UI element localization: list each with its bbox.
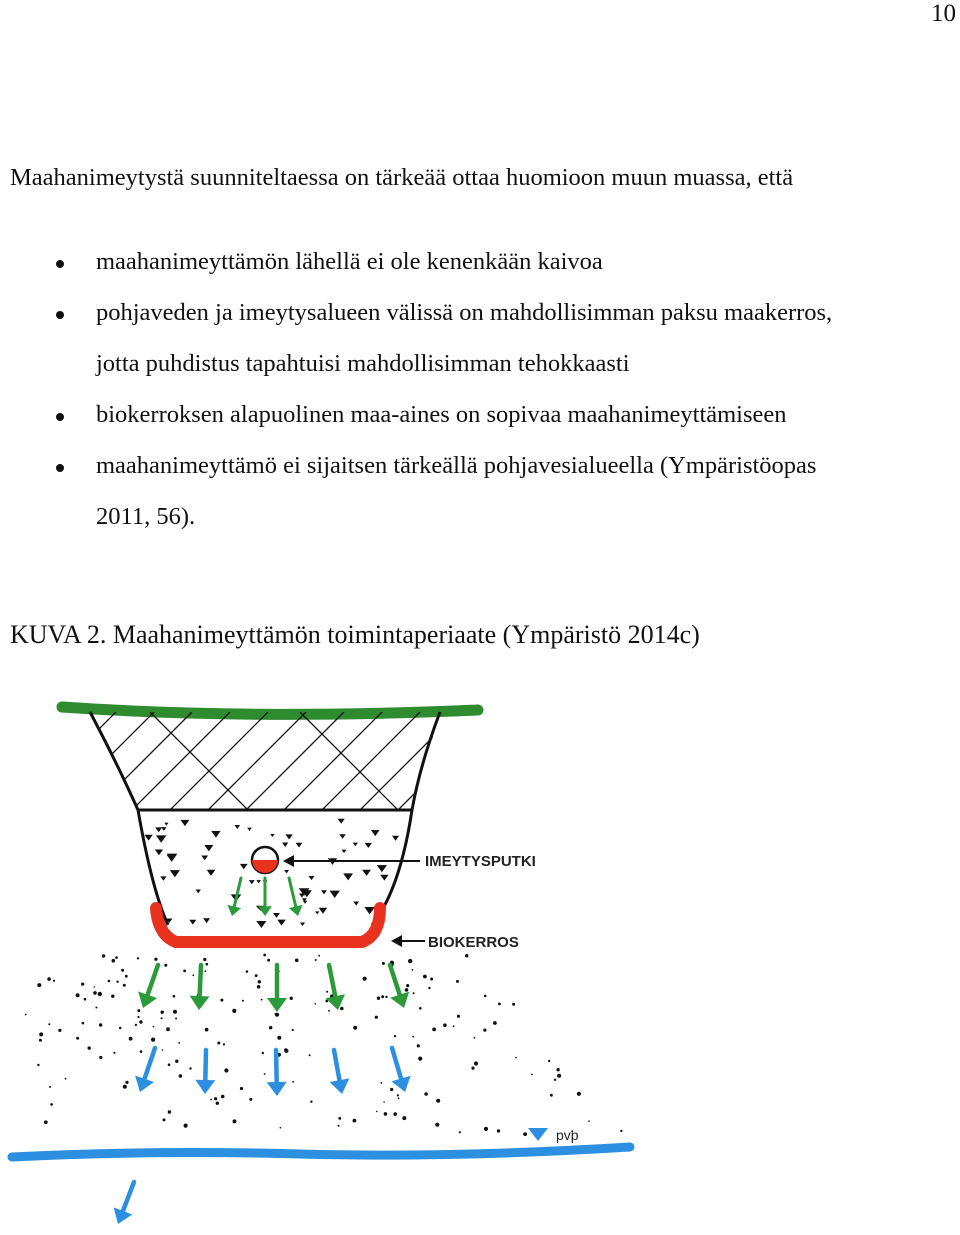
- soil-dot: [82, 1022, 85, 1025]
- soil-dot: [385, 996, 387, 998]
- soil-dot: [137, 1009, 140, 1012]
- soil-dot: [216, 1102, 219, 1105]
- soil-dot: [192, 974, 194, 976]
- hatch-line: [130, 712, 230, 812]
- soil-dot: [390, 1088, 393, 1091]
- gravel-mark: [234, 825, 240, 829]
- soil-dot: [49, 1086, 51, 1088]
- soil-dot: [179, 1074, 183, 1078]
- bullet-line: jotta puhdistus tapahtuisi mahdollisimman tehokkaasti: [96, 350, 630, 377]
- gravel-mark: [353, 843, 358, 847]
- gravel-mark: [377, 865, 387, 872]
- groundwater-level: [12, 1147, 630, 1157]
- soil-dot: [210, 1099, 212, 1101]
- soil-dot: [550, 1094, 553, 1097]
- soil-dot: [140, 1050, 143, 1053]
- soil-dot: [47, 977, 51, 981]
- gravel-mark: [180, 820, 189, 826]
- soil-dot: [139, 1020, 142, 1023]
- gravel-mark: [270, 834, 274, 837]
- soil-dot: [484, 1127, 488, 1131]
- soil-dot: [99, 1023, 102, 1026]
- soil-dot: [267, 959, 270, 962]
- hatch-line: [206, 712, 306, 812]
- soil-dot: [224, 1068, 228, 1072]
- soil-dot: [406, 984, 409, 987]
- pipe-label: IMEYTYSPUTKI: [425, 853, 536, 870]
- water-level-icon: [528, 1128, 548, 1141]
- soil-dot: [154, 958, 157, 961]
- soil-dot: [65, 1078, 67, 1080]
- soil-dot: [548, 1060, 550, 1062]
- soil-dot: [255, 974, 258, 977]
- soil-dot: [263, 954, 266, 957]
- soil-dot: [315, 959, 317, 961]
- flow-arrow-icon: [289, 878, 303, 916]
- soil-dot: [102, 954, 105, 957]
- soil-dot: [353, 1026, 357, 1030]
- soil-dot: [123, 1085, 127, 1089]
- soil-dot: [39, 1032, 43, 1036]
- bullet-item: [0, 236, 960, 287]
- soil-dot: [99, 1056, 102, 1059]
- soil-dot: [315, 1003, 317, 1005]
- gravel-mark: [343, 873, 353, 880]
- gravel-mark: [156, 835, 167, 842]
- soil-dot: [206, 963, 209, 966]
- bullet-icon: [56, 413, 64, 421]
- bullet-line: biokerroksen alapuolinen maa-aines on sopivaa maahanimeyttämiseen: [96, 401, 787, 428]
- soil-dot: [166, 1027, 170, 1031]
- soil-dot: [471, 1067, 474, 1070]
- soil-dot: [125, 975, 128, 978]
- hatch-line: [320, 712, 420, 812]
- soil-dot: [418, 1057, 422, 1061]
- soil-dot: [430, 978, 433, 981]
- soil-dot: [184, 1124, 188, 1128]
- bullet-icon: [56, 464, 64, 472]
- soil-dot: [240, 1087, 243, 1090]
- soil-dot: [217, 1042, 220, 1045]
- soil-dot: [554, 1079, 556, 1081]
- soil-dot: [175, 1060, 178, 1063]
- soil-dot: [168, 1110, 171, 1113]
- soil-dot: [375, 1016, 378, 1019]
- gravel-mark: [167, 855, 177, 862]
- gravel-mark: [240, 864, 248, 869]
- soil-dot: [384, 1112, 388, 1116]
- gravel-mark: [282, 843, 288, 847]
- soil-dot: [173, 995, 176, 998]
- soil-dot: [398, 1097, 400, 1099]
- soil-dot: [423, 975, 427, 979]
- filter-gravel: [144, 819, 399, 928]
- soil-dot: [620, 1130, 622, 1132]
- soil-dot: [113, 1052, 115, 1054]
- hatch-line: [16, 712, 116, 812]
- soil-dot: [116, 981, 118, 983]
- soil-dot: [205, 1028, 209, 1032]
- soil-dot: [443, 1023, 447, 1027]
- gravel-mark: [315, 911, 319, 914]
- biolayer: [156, 908, 380, 942]
- soil-dot: [204, 970, 206, 972]
- soil-dot: [484, 995, 487, 998]
- bullet-line: pohjaveden ja imeytysalueen välissä on mahdollisimman paksu maakerros,: [96, 299, 833, 326]
- soil-dot: [189, 1067, 191, 1069]
- soil-dot: [264, 1073, 266, 1075]
- soil-dot: [178, 1042, 180, 1044]
- gravel-mark: [319, 908, 327, 914]
- gravel-mark: [339, 834, 345, 839]
- hatch-line: [0, 712, 40, 812]
- soil-dot: [214, 1097, 217, 1100]
- gravel-mark: [321, 890, 327, 894]
- soil-dot: [577, 1092, 581, 1096]
- gravel-mark: [155, 849, 163, 855]
- gravel-mark: [256, 880, 261, 883]
- soil-dot: [290, 997, 293, 1000]
- soil-dot: [338, 1125, 340, 1127]
- soil-dot: [98, 992, 102, 996]
- soil-dot: [493, 1021, 497, 1025]
- bullet-item: [0, 287, 960, 389]
- gravel-mark: [362, 870, 371, 876]
- hatch-line: [244, 712, 344, 812]
- gravel-mark: [201, 856, 208, 861]
- gravel-mark: [365, 843, 372, 848]
- gravel-mark: [342, 850, 347, 853]
- soil-dot: [163, 1118, 166, 1121]
- soil-dot: [84, 998, 87, 1001]
- soil-dot: [175, 1018, 177, 1020]
- soil-dot: [397, 1094, 399, 1096]
- bullet-item: [0, 440, 960, 542]
- soil-dot: [112, 959, 116, 963]
- soil-dot: [381, 995, 384, 998]
- soil-dot: [413, 992, 415, 994]
- soil-dot: [76, 993, 80, 997]
- soil-dot: [280, 1127, 282, 1129]
- soil-dot: [394, 1035, 396, 1037]
- gravel-mark: [309, 876, 315, 880]
- gravel-mark: [392, 836, 399, 841]
- gravel-mark: [204, 845, 213, 851]
- soil-dot: [162, 1049, 164, 1051]
- soil-dot: [277, 1036, 281, 1040]
- soil-dot: [412, 969, 414, 971]
- soil-dot: [93, 991, 97, 995]
- soil-dot: [37, 1064, 39, 1066]
- soil-dot: [115, 956, 118, 959]
- soil-dot: [380, 1082, 382, 1084]
- soil-dot: [53, 980, 55, 982]
- soil-dot: [88, 1046, 91, 1049]
- soil-dot: [498, 1003, 501, 1006]
- soil-dot: [474, 1061, 478, 1065]
- flow-arrow-icon: [138, 965, 158, 1008]
- soil-dot: [523, 1132, 527, 1136]
- soil-dot: [81, 983, 84, 986]
- soil-dot: [119, 1027, 122, 1030]
- flow-arrow-icon: [330, 1050, 350, 1094]
- soil-dot: [531, 1074, 533, 1076]
- bullet-item: [0, 389, 960, 440]
- soil-dot: [497, 1129, 500, 1132]
- soil-dot: [183, 970, 186, 973]
- soil-dot: [588, 1120, 590, 1122]
- soil-dot: [223, 1043, 225, 1045]
- infiltration-pipe: [252, 847, 278, 873]
- flow-arrow-icon: [114, 1182, 134, 1224]
- gravel-mark: [249, 880, 255, 884]
- soil-dot: [353, 1119, 357, 1123]
- soil-dot: [459, 1131, 461, 1133]
- soil-dot: [556, 1068, 559, 1071]
- soil-dot: [483, 1029, 486, 1032]
- soil-dot: [135, 1024, 137, 1026]
- hatch-line: [358, 712, 458, 812]
- hatch-line: [300, 712, 400, 812]
- soil-dot: [258, 980, 261, 983]
- soil-dot: [284, 1049, 288, 1053]
- gravel-mark: [203, 918, 210, 923]
- soil-dot: [25, 1014, 27, 1016]
- soil-dot: [275, 1013, 279, 1017]
- infiltration-diagram: [0, 690, 960, 1235]
- soil-dot: [405, 988, 409, 992]
- soil-dot: [408, 959, 412, 963]
- soil-dot: [164, 964, 167, 967]
- bullet-line: maahanimeyttämön lähellä ei ole kenenkään kaivoa: [96, 248, 603, 275]
- soil-dot: [292, 1081, 294, 1083]
- soil-dot: [123, 984, 126, 987]
- flow-arrow-icon: [195, 1050, 215, 1094]
- hatch-line: [54, 712, 154, 812]
- topsoil-hatch: [0, 712, 496, 812]
- soil-dot: [340, 1007, 344, 1011]
- soil-dot: [432, 1028, 436, 1032]
- gravel-mark: [247, 828, 252, 831]
- gravel-mark: [338, 819, 345, 824]
- soil-dot: [44, 1120, 48, 1124]
- soil-dot: [318, 955, 320, 957]
- soil-dot: [402, 1116, 406, 1120]
- soil-dot: [137, 1016, 139, 1018]
- soil-dot: [435, 1123, 439, 1127]
- biolayer-label: BIOKERROS: [428, 934, 519, 951]
- soil-dot: [76, 1037, 79, 1040]
- soil-dot: [233, 1119, 237, 1123]
- soil-dot: [515, 1057, 517, 1059]
- soil-dot: [295, 959, 299, 963]
- hatch-line: [282, 712, 382, 812]
- gravel-mark: [380, 875, 388, 881]
- soil-dot: [242, 1000, 244, 1002]
- gravel-mark: [371, 830, 380, 836]
- soil-dot: [48, 1023, 50, 1025]
- gravel-mark: [160, 876, 166, 880]
- flow-arrow-icon: [190, 965, 210, 1010]
- gravel-mark: [189, 920, 196, 925]
- gravel-mark: [364, 907, 374, 914]
- soil-dot: [456, 980, 459, 983]
- gravel-mark: [161, 827, 166, 831]
- soil-dot: [94, 986, 96, 988]
- soil-dot: [262, 1052, 264, 1054]
- soil-dot: [246, 970, 249, 973]
- soil-dot: [37, 983, 41, 987]
- gravel-mark: [296, 843, 303, 848]
- soil-dot: [393, 1112, 397, 1116]
- biolayer-arrow-icon: [391, 935, 425, 947]
- flow-arrow-icon: [267, 965, 287, 1012]
- soil-dot: [232, 1009, 236, 1013]
- soil-dot: [382, 962, 385, 965]
- soil-dot: [363, 977, 367, 981]
- groundwater-label: pvp: [556, 1127, 579, 1143]
- soil-dot: [457, 1015, 460, 1018]
- gravel-mark: [329, 891, 339, 898]
- hatch-line: [0, 712, 78, 812]
- gravel-mark: [164, 823, 168, 826]
- gravel-mark: [303, 901, 308, 904]
- soil-dot: [161, 1017, 163, 1019]
- soil-dot: [309, 1054, 311, 1056]
- subsoil-dots: [25, 954, 623, 1136]
- flow-arrow-icon: [325, 965, 345, 1010]
- soil-dot: [125, 1081, 128, 1084]
- soil-dot: [129, 1037, 133, 1041]
- gravel-mark: [207, 870, 216, 876]
- gravel-mark: [300, 922, 305, 926]
- soil-dot: [95, 1007, 97, 1009]
- soil-dot: [151, 1038, 155, 1042]
- soil-dot: [557, 1074, 561, 1078]
- soil-dot: [220, 999, 223, 1002]
- gravel-mark: [170, 870, 180, 877]
- flow-arrow-icon: [135, 1048, 155, 1092]
- soil-dot: [465, 954, 468, 957]
- soil-dot: [512, 1003, 515, 1006]
- soil-dot: [453, 1025, 455, 1027]
- soil-dot: [221, 1095, 225, 1099]
- gravel-mark: [155, 827, 162, 832]
- soil-dot: [412, 1036, 414, 1038]
- soil-dot: [58, 1029, 61, 1032]
- soil-dot: [257, 985, 261, 989]
- soil-dot: [419, 1007, 422, 1010]
- soil-dot: [436, 1099, 440, 1103]
- gravel-mark: [144, 835, 152, 841]
- hatch-line: [150, 712, 250, 812]
- soil-dot: [376, 1111, 378, 1113]
- bullet-list: [0, 236, 960, 542]
- soil-dot: [161, 1011, 164, 1014]
- soil-dot: [111, 995, 114, 998]
- gravel-mark: [211, 831, 220, 838]
- soil-dot: [137, 957, 139, 959]
- soil-dot: [474, 1037, 476, 1039]
- bullet-icon: [56, 311, 64, 319]
- hatch-line: [92, 712, 192, 812]
- flow-arrow-icon: [390, 965, 409, 1008]
- intro-paragraph: Maahanimeytystä suunniteltaessa on tärkeää ottaa huomioon muun muassa, että: [10, 164, 794, 191]
- gravel-mark: [285, 834, 292, 839]
- soil-dot: [424, 1092, 428, 1096]
- bullet-line: maahanimeyttämö ei sijaitsen tärkeällä pohjavesialueella (Ympäristöopas: [96, 452, 817, 479]
- soil-dot: [153, 1026, 155, 1028]
- ground-surface: [62, 707, 478, 714]
- hatch-line: [168, 712, 268, 812]
- gravel-mark: [284, 870, 289, 873]
- soil-dot: [328, 1010, 330, 1012]
- soil-dot: [39, 1039, 42, 1042]
- soil-dot: [338, 1117, 341, 1120]
- soil-dot: [203, 958, 206, 961]
- soil-dot: [383, 1101, 385, 1103]
- flow-arrow-icon: [391, 1048, 410, 1092]
- soil-dot: [108, 980, 111, 983]
- soil-dot: [428, 987, 430, 989]
- page-number: 10: [931, 0, 956, 27]
- soil-dot: [249, 1098, 252, 1101]
- hatch-line: [396, 712, 496, 812]
- soil-dot: [173, 1010, 177, 1014]
- soil-dot: [292, 1029, 294, 1031]
- soil-dot: [377, 997, 380, 1000]
- soil-dot: [168, 1063, 171, 1066]
- figure-caption: KUVA 2. Maahanimeyttämön toimintaperiaate (Ympäristö 2014c): [10, 620, 700, 649]
- gravel-mark: [256, 921, 266, 928]
- gravel-mark: [353, 902, 359, 906]
- bullet-icon: [56, 260, 64, 268]
- gravel-mark: [273, 913, 280, 918]
- soil-dot: [417, 1044, 420, 1047]
- soil-dot: [261, 999, 263, 1001]
- bullet-line: 2011, 56).: [96, 503, 196, 530]
- soil-dot: [269, 1026, 272, 1029]
- soil-dot: [50, 1103, 53, 1106]
- soil-dot: [310, 1101, 312, 1103]
- soil-dot: [121, 969, 124, 972]
- gravel-mark: [277, 920, 286, 926]
- gravel-mark: [196, 889, 201, 893]
- flow-arrow-icon: [267, 1050, 287, 1096]
- soil-dot: [326, 991, 328, 993]
